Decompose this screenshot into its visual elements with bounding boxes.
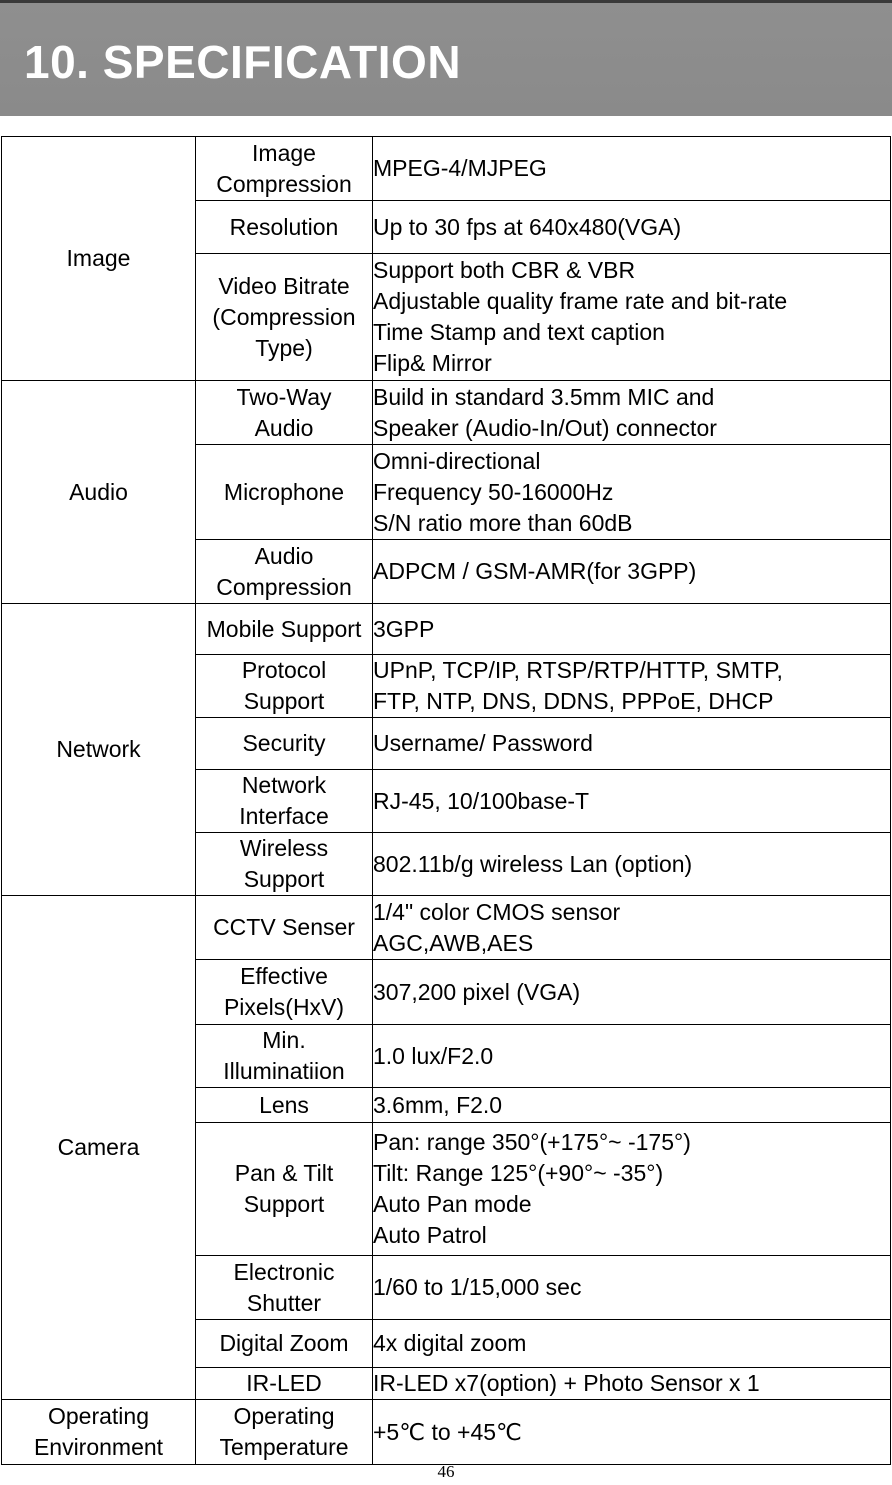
item-cell: Lens <box>196 1088 373 1123</box>
item-cell: Protocol Support <box>196 655 373 718</box>
value-cell: 1.0 lux/F2.0 <box>373 1025 891 1088</box>
item-cell: Video Bitrate (Compression Type) <box>196 254 373 381</box>
value-cell: UPnP, TCP/IP, RTSP/RTP/HTTP, SMTP, FTP, NTP, DNS, DDNS, PPPoE, DHCP <box>373 655 891 718</box>
item-cell: Min. Illuminatiion <box>196 1025 373 1088</box>
item-cell: Electronic Shutter <box>196 1256 373 1320</box>
item-cell: Security <box>196 718 373 770</box>
item-cell: Digital Zoom <box>196 1320 373 1368</box>
table-row <box>2 1400 891 1465</box>
item-cell: Pan & Tilt Support <box>196 1123 373 1256</box>
value-cell: ADPCM / GSM-AMR(for 3GPP) <box>373 540 891 604</box>
category-cell: Camera <box>2 896 196 1400</box>
table-row <box>2 137 891 201</box>
specification-table <box>1 136 891 1465</box>
page-number: 46 <box>437 1462 455 1481</box>
category-cell: Audio <box>2 381 196 604</box>
page-title: 10. SPECIFICATION <box>24 36 462 88</box>
value-cell: Username/ Password <box>373 718 891 770</box>
value-cell: 802.11b/g wireless Lan (option) <box>373 833 891 896</box>
table-row <box>2 604 891 655</box>
item-cell: Network Interface <box>196 770 373 833</box>
item-cell: Effective Pixels(HxV) <box>196 960 373 1025</box>
item-cell: CCTV Senser <box>196 896 373 960</box>
value-cell: 307,200 pixel (VGA) <box>373 960 891 1025</box>
value-cell: Up to 30 fps at 640x480(VGA) <box>373 201 891 254</box>
value-cell: Support both CBR & VBR Adjustable quality frame rate and bit-rate Time Stamp and text caption Flip& Mirror <box>373 254 891 381</box>
item-cell: Image Compression <box>196 137 373 201</box>
value-cell: Omni-directional Frequency 50-16000Hz S/N ratio more than 60dB <box>373 445 891 540</box>
item-cell: Resolution <box>196 201 373 254</box>
item-cell: Two-Way Audio <box>196 381 373 445</box>
value-cell: 1/4" color CMOS sensor AGC,AWB,AES <box>373 896 891 960</box>
item-cell: IR-LED <box>196 1368 373 1400</box>
value-cell: RJ-45, 10/100base-T <box>373 770 891 833</box>
value-cell: Build in standard 3.5mm MIC and Speaker (Audio-In/Out) connector <box>373 381 891 445</box>
item-cell: Audio Compression <box>196 540 373 604</box>
value-cell: IR-LED x7(option) + Photo Sensor x 1 <box>373 1368 891 1400</box>
value-cell: 3GPP <box>373 604 891 655</box>
category-cell: Network <box>2 604 196 896</box>
value-cell: MPEG-4/MJPEG <box>373 137 891 201</box>
section-header <box>0 0 892 116</box>
item-cell: Microphone <box>196 445 373 540</box>
item-cell: Wireless Support <box>196 833 373 896</box>
value-cell: Pan: range 350°(+175°~ -175°) Tilt: Range 125°(+90°~ -35°) Auto Pan mode Auto Patrol <box>373 1123 891 1256</box>
category-cell: Operating Environment <box>2 1400 196 1465</box>
table-row <box>2 896 891 960</box>
value-cell: 3.6mm, F2.0 <box>373 1088 891 1123</box>
category-cell: Image <box>2 137 196 381</box>
value-cell: 4x digital zoom <box>373 1320 891 1368</box>
item-cell: Mobile Support <box>196 604 373 655</box>
table-row <box>2 381 891 445</box>
item-cell: Operating Temperature <box>196 1400 373 1465</box>
value-cell: +5℃ to +45℃ <box>373 1400 891 1465</box>
value-cell: 1/60 to 1/15,000 sec <box>373 1256 891 1320</box>
